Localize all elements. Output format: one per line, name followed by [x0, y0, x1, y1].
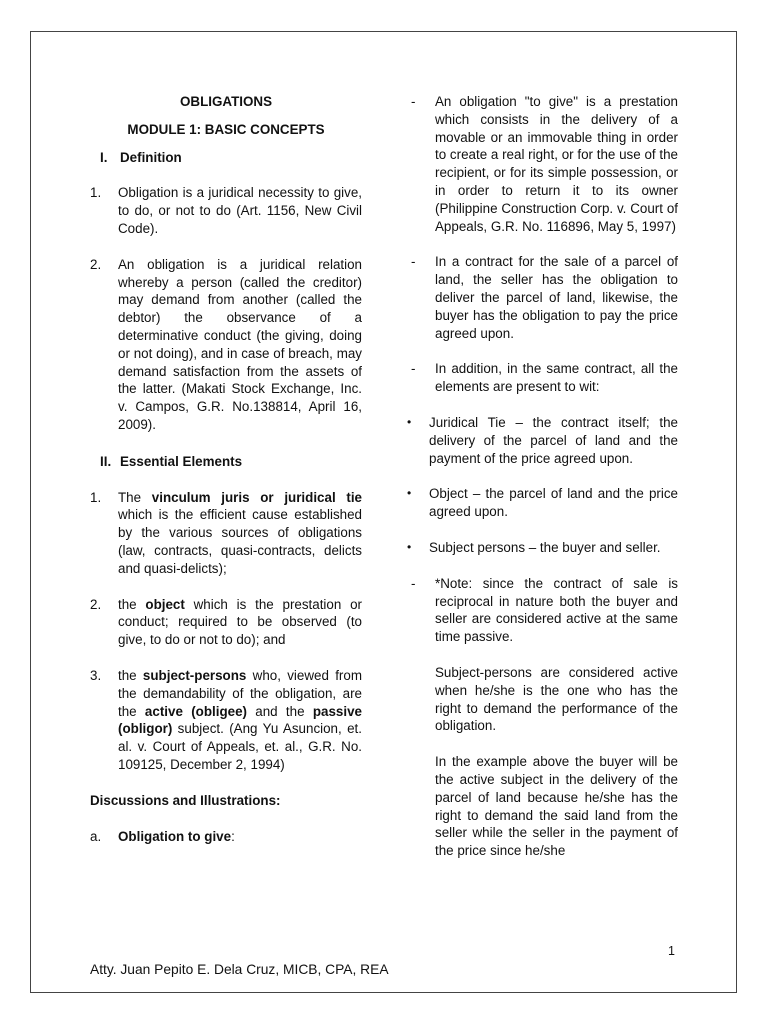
bullet-text: Juridical Tie – the contract itself; the delivery of the parcel of land and the payment of the price agreed upon.: [429, 414, 678, 466]
text-run: and the: [246, 703, 313, 719]
dash-marker: -: [411, 575, 416, 591]
element-item-3: [90, 667, 362, 774]
item-text: An obligation is a juridical relation whereby a person (called the creditor) may demand from another (called the debtor) the observance of a determinative conduct (the giving, doing or not doing), and in case of breach, may demand satisfaction from the assets of the latter. (Makati Stock Exchange, Inc. v. Campos, G.R. No.138814, April 16, 2009).: [118, 256, 362, 432]
section-title: Essential Elements: [120, 453, 243, 469]
element-item-1: [90, 489, 362, 578]
bullet-text: Subject persons – the buyer and seller.: [429, 539, 661, 555]
dash-item-3: [407, 360, 678, 396]
text-run: The: [118, 489, 152, 505]
item-number: 1.: [90, 489, 102, 505]
bullet-item-1: [407, 414, 678, 467]
item-number: 3.: [90, 667, 102, 683]
item-number: 1.: [90, 185, 102, 201]
bold-term: Obligation to give: [118, 828, 232, 844]
item-text: Obligation is a juridical necessity to give, to do, or not to do (Art. 1156, New Civil Code).: [118, 185, 362, 236]
module-title: MODULE 1: BASIC CONCEPTS: [127, 121, 325, 137]
bullet-text: Object – the parcel of land and the price agreed upon.: [429, 486, 678, 520]
text-run: the: [118, 596, 146, 612]
definition-item-1: [90, 184, 362, 237]
item-number: 2.: [90, 596, 102, 612]
dash-item-2: [407, 253, 678, 342]
text-run: who, viewed from the demandability of the obligation, are the: [118, 667, 362, 719]
dash-item-1: [407, 93, 678, 235]
bold-term: active (obligee): [144, 703, 247, 719]
item-number: 2.: [90, 256, 102, 272]
right-column: [407, 93, 678, 860]
definition-item-2: [90, 256, 362, 434]
bullet-marker: •: [407, 539, 412, 554]
dash-marker: -: [411, 254, 416, 270]
text-run: subject. (Ang Yu Asuncion, et. al. v. Court of Appeals, et. al., G.R. No. 109125, December 2, 1994): [118, 721, 362, 772]
item-letter: a.: [90, 828, 102, 844]
bold-term: subject-persons: [142, 667, 247, 683]
doc-title: OBLIGATIONS: [180, 94, 272, 109]
paragraph-example: In the example above the buyer will be the active subject in the delivery of the parcel of land because he/she has the right to demand the said land from the seller while the seller in the payment of the price since he/she: [435, 754, 678, 859]
left-column: [90, 93, 362, 845]
dash-marker: -: [411, 361, 416, 377]
item-text: [118, 667, 362, 774]
dash-text: *Note: since the contract of sale is reciprocal in nature both the buyer and seller are considered active at the same time passive.: [435, 575, 678, 645]
text-run: which is the efficient cause established by the various sources of obligations (law, contracts, quasi-contracts, delicts and quasi-delicts);: [118, 507, 362, 576]
section-number: II.: [100, 453, 112, 469]
text-run: :: [231, 828, 235, 844]
bold-term: vinculum juris or juridical tie: [151, 489, 362, 505]
paragraph-subject-persons: Subject-persons are considered active when he/she is the one who has the right to demand the performance of the obligation.: [435, 664, 678, 734]
section-definition-heading: [100, 149, 362, 167]
text-run: the: [118, 667, 143, 683]
bold-term: passive (obligor): [118, 703, 362, 737]
section-elements-heading: [100, 453, 362, 471]
item-text: [118, 596, 362, 649]
bullet-item-3: [407, 539, 678, 557]
bullet-marker: •: [407, 414, 412, 429]
item-text: [118, 828, 362, 846]
text-run: which is the prestation or conduct; required to be observed (to give, to do or not to do); and: [118, 596, 362, 648]
discussions-heading: Discussions and Illustrations:: [90, 792, 281, 808]
section-number: I.: [100, 149, 108, 165]
dash-text: In a contract for the sale of a parcel of land, the seller has the obligation to deliver the parcel of land, likewise, the buyer has the obligation to pay the price agreed upon.: [435, 254, 678, 341]
footer-author: Atty. Juan Pepito E. Dela Cruz, MICB, CPA, REA: [90, 962, 389, 977]
bullet-marker: •: [407, 486, 412, 501]
page-number: 1: [668, 944, 675, 958]
dash-text: In addition, in the same contract, all the elements are present to wit:: [435, 361, 678, 395]
bullet-item-2: [407, 485, 678, 521]
dash-item-note: [407, 575, 678, 646]
section-title: Definition: [120, 149, 182, 165]
element-item-2: [90, 596, 362, 649]
dash-marker: -: [411, 94, 416, 109]
dash-text: An obligation "to give" is a prestation which consists in the delivery of a movable or an immovable thing in order to create a real right, or for the use of the recipient, or for its simple possession, or in order to return it to its owner (Philippine Construction Corp. v. Court of Appeals, G.R. No. 116896, May 5, 1997): [435, 94, 678, 234]
discussion-item-a: [90, 828, 362, 846]
item-text: [118, 489, 362, 578]
bold-term: object: [145, 596, 185, 612]
